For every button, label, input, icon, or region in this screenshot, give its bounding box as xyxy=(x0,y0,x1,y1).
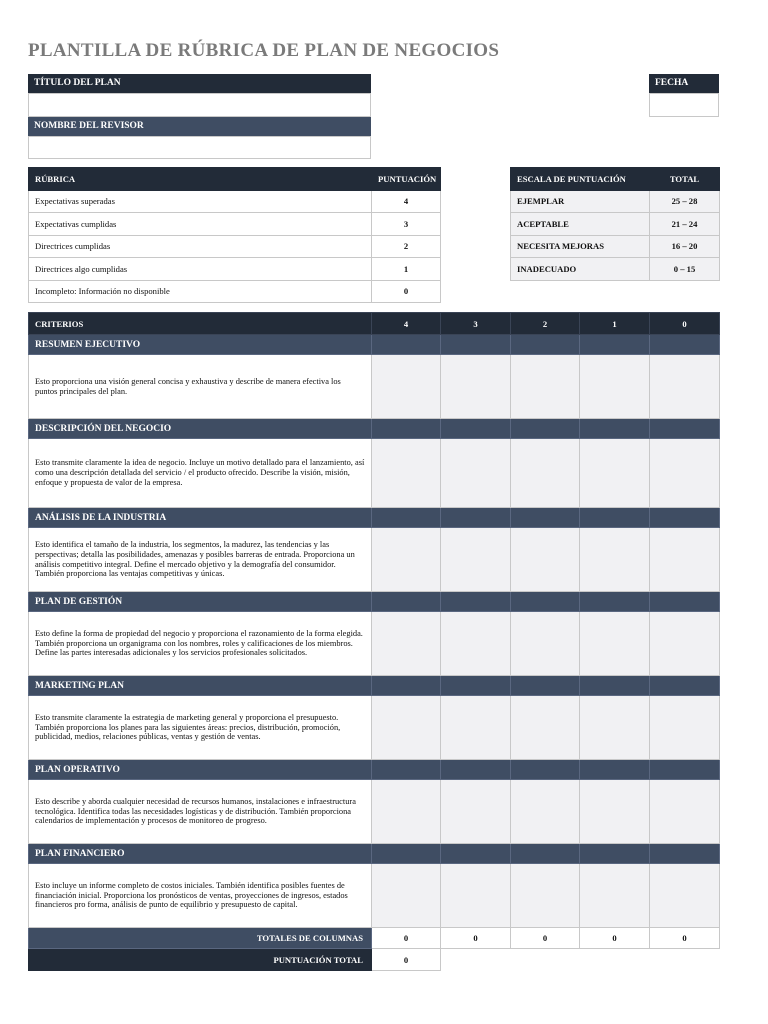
rubric-row-score: 3 xyxy=(372,213,441,236)
score-cell[interactable] xyxy=(580,780,650,844)
total-score-value: 0 xyxy=(372,949,441,971)
total-score-label: PUNTUACIÓN TOTAL xyxy=(29,949,372,971)
score-cell[interactable] xyxy=(650,780,720,844)
reviewer-field[interactable] xyxy=(28,136,371,159)
scale-row-range: 21 – 24 xyxy=(650,213,720,236)
score-cell[interactable] xyxy=(441,612,511,676)
criteria-table xyxy=(28,312,720,971)
score-cell[interactable] xyxy=(511,696,580,760)
date-label: FECHA xyxy=(649,74,719,93)
section-title: PLAN FINANCIERO xyxy=(29,844,372,864)
score-cell[interactable] xyxy=(580,864,650,928)
rubric-row xyxy=(29,280,441,303)
score-cell[interactable] xyxy=(650,355,720,419)
criteria-column-header: 0 xyxy=(650,313,720,335)
column-total: 0 xyxy=(441,928,511,949)
column-total: 0 xyxy=(372,928,441,949)
rubric-row xyxy=(29,235,441,258)
score-cell[interactable] xyxy=(511,355,580,419)
scale-row-label: NECESITA MEJORAS xyxy=(511,235,650,258)
criteria-column-header: 3 xyxy=(441,313,511,335)
section-title: DESCRIPCIÓN DEL NEGOCIO xyxy=(29,419,372,439)
section-description: Esto identifica el tamaño de la industria, los segmentos, la madurez, las tendencias y las perspectivas; detalla las posibilidades, amenazas y posibles barreras de entrada. Proporciona un análisis competitivo integral. Define el mercado objetivo y la demografía del consumidor. También proporciona las ventajas competitivas y únicas. xyxy=(29,528,372,592)
score-cell[interactable] xyxy=(372,355,441,419)
section-title: PLAN DE GESTIÓN xyxy=(29,592,372,612)
criteria-column-header: 4 xyxy=(372,313,441,335)
section-description: Esto describe y aborda cualquier necesidad de recursos humanos, instalaciones e infraestructura tecnológica. Identifica todas las necesidades logísticas y de distribución. También proporciona calendarios de implementación y procesos de monitoreo de progreso. xyxy=(29,780,372,844)
plan-title-field[interactable] xyxy=(28,93,371,117)
rubric-row-label: Incompleto: Información no disponible xyxy=(29,280,372,303)
section-title: ANÁLISIS DE LA INDUSTRIA xyxy=(29,508,372,528)
rubric-table xyxy=(28,167,441,303)
score-cell[interactable] xyxy=(511,780,580,844)
criteria-column-header: 2 xyxy=(511,313,580,335)
score-cell[interactable] xyxy=(511,528,580,592)
score-cell[interactable] xyxy=(372,696,441,760)
section-description: Esto incluye un informe completo de costos iniciales. También identifica posibles fuentes de financiación inicial. Proporciona los pronósticos de ventas, proyecciones de ingresos, estados financieros pro forma, análisis de punto de equilibrio y presupuesto de capital. xyxy=(29,864,372,928)
rubric-header-score: PUNTUACIÓN xyxy=(372,168,441,191)
plan-title-label: TÍTULO DEL PLAN xyxy=(28,74,371,93)
section-description: Esto proporciona una visión general concisa y exhaustiva y describe de manera efectiva los puntos principales del plan. xyxy=(29,355,372,419)
column-total: 0 xyxy=(511,928,580,949)
score-cell[interactable] xyxy=(372,439,441,508)
score-cell[interactable] xyxy=(650,528,720,592)
rubric-row-score: 0 xyxy=(372,280,441,303)
score-cell[interactable] xyxy=(580,696,650,760)
scale-row xyxy=(511,258,720,281)
rubric-row-label: Expectativas superadas xyxy=(29,190,372,213)
section-title: PLAN OPERATIVO xyxy=(29,760,372,780)
score-cell[interactable] xyxy=(372,612,441,676)
section-description: Esto transmite claramente la idea de negocio. Incluye un motivo detallado para el lanzamiento, así como una descripción detallada del servicio / el producto ofrecido. Describe la visión, misión, enfoque y propuesta de valor de la empresa. xyxy=(29,439,372,508)
scale-row-range: 0 – 15 xyxy=(650,258,720,281)
scale-row xyxy=(511,235,720,258)
section-description: Esto transmite claramente la estrategia de marketing general y proporciona el presupuesto. También proporciona los planes para las siguientes áreas: precios, distribución, promoción, publicidad, medios, relaciones públicas, ventas y gestión de ventas. xyxy=(29,696,372,760)
scale-row-range: 25 – 28 xyxy=(650,190,720,213)
scale-row xyxy=(511,190,720,213)
score-cell[interactable] xyxy=(650,612,720,676)
score-cell[interactable] xyxy=(580,439,650,508)
rubric-header-label: RÚBRICA xyxy=(29,168,372,191)
rubric-row xyxy=(29,190,441,213)
score-cell[interactable] xyxy=(580,612,650,676)
score-cell[interactable] xyxy=(511,864,580,928)
section-description: Esto define la forma de propiedad del negocio y proporciona el razonamiento de la forma elegida. También proporciona un organigrama con los nombres, roles y calificaciones de los miembros. Define las partes interesadas adicionales y los servicios profesionales solicitados. xyxy=(29,612,372,676)
column-total: 0 xyxy=(650,928,720,949)
score-cell[interactable] xyxy=(372,528,441,592)
score-cell[interactable] xyxy=(650,864,720,928)
rubric-row xyxy=(29,213,441,236)
rubric-row-label: Expectativas cumplidas xyxy=(29,213,372,236)
score-cell[interactable] xyxy=(511,612,580,676)
rubric-row-score: 1 xyxy=(372,258,441,281)
score-cell[interactable] xyxy=(441,864,511,928)
section-title: MARKETING PLAN xyxy=(29,676,372,696)
scale-row-range: 16 – 20 xyxy=(650,235,720,258)
rubric-row xyxy=(29,258,441,281)
scale-row-label: EJEMPLAR xyxy=(511,190,650,213)
rubric-row-label: Directrices cumplidas xyxy=(29,235,372,258)
score-cell[interactable] xyxy=(441,528,511,592)
scale-row xyxy=(511,213,720,236)
page-title: PLANTILLA DE RÚBRICA DE PLAN DE NEGOCIOS xyxy=(28,40,500,61)
score-cell[interactable] xyxy=(372,780,441,844)
score-cell[interactable] xyxy=(441,696,511,760)
reviewer-label: NOMBRE DEL REVISOR xyxy=(28,117,371,136)
criteria-header-label: CRITERIOS xyxy=(29,313,372,335)
criteria-column-header: 1 xyxy=(580,313,650,335)
score-cell[interactable] xyxy=(580,528,650,592)
column-totals-label: TOTALES DE COLUMNAS xyxy=(29,928,372,949)
score-cell[interactable] xyxy=(372,864,441,928)
score-cell[interactable] xyxy=(441,780,511,844)
scale-row-label: INADECUADO xyxy=(511,258,650,281)
column-total: 0 xyxy=(580,928,650,949)
score-cell[interactable] xyxy=(441,439,511,508)
score-cell[interactable] xyxy=(650,696,720,760)
score-cell[interactable] xyxy=(441,355,511,419)
score-scale-table xyxy=(510,167,720,281)
scale-header-total: TOTAL xyxy=(650,168,720,191)
section-title: RESUMEN EJECUTIVO xyxy=(29,335,372,355)
score-cell[interactable] xyxy=(580,355,650,419)
rubric-row-label: Directrices algo cumplidas xyxy=(29,258,372,281)
rubric-row-score: 2 xyxy=(372,235,441,258)
score-cell[interactable] xyxy=(650,439,720,508)
scale-header-label: ESCALA DE PUNTUACIÓN xyxy=(511,168,650,191)
score-cell[interactable] xyxy=(511,439,580,508)
scale-row-label: ACEPTABLE xyxy=(511,213,650,236)
rubric-row-score: 4 xyxy=(372,190,441,213)
date-field[interactable] xyxy=(649,93,719,117)
